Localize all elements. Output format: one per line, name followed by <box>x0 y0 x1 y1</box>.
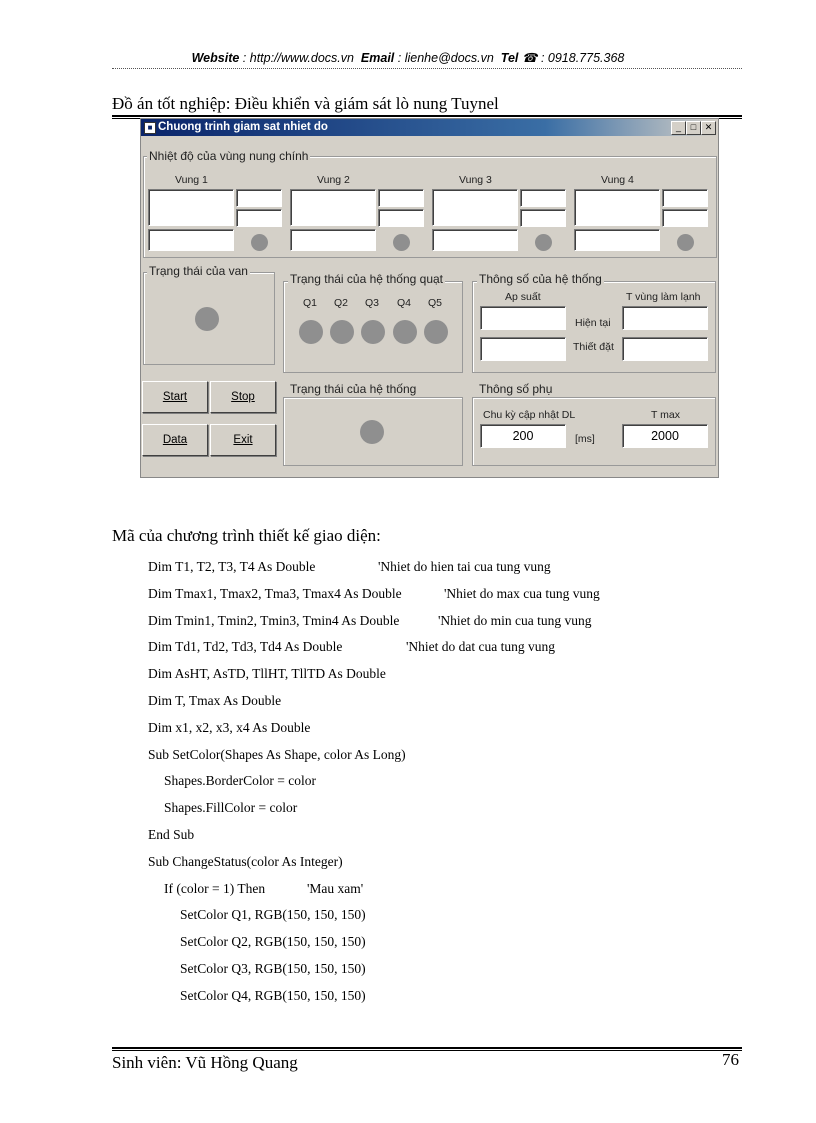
zone-2-current-field[interactable] <box>290 189 376 226</box>
zone-1-current-field[interactable] <box>148 189 234 226</box>
code-text: End Sub <box>148 827 195 842</box>
zone-2-setpoint-field[interactable] <box>290 229 376 251</box>
code-text: Dim x1, x2, x3, x4 As Double <box>148 719 311 735</box>
zone-1-label: Vung 1 <box>175 174 208 186</box>
zone-3-setpoint-field[interactable] <box>432 229 518 251</box>
zone-3-status-led <box>535 234 552 251</box>
cooling-setpoint-field[interactable] <box>622 337 708 361</box>
code-text: SetColor Q2, RGB(150, 150, 150) <box>180 934 366 950</box>
system-status-label: Trạng thái của hệ thống <box>290 382 417 396</box>
fan-q3-led <box>361 320 385 344</box>
zone-4-min-field[interactable] <box>662 209 708 227</box>
email-label: Email <box>360 51 395 65</box>
zone-3-label: Vung 3 <box>459 174 492 186</box>
code-line <box>0 800 816 820</box>
tel-label: Tel <box>500 51 519 65</box>
zone-1-min-field[interactable] <box>236 209 282 227</box>
code-text: SetColor Q1, RGB(150, 150, 150) <box>180 907 366 923</box>
zone-2-status-led <box>393 234 410 251</box>
fan-label-q1: Q1 <box>303 297 318 309</box>
valve-status-led <box>195 307 219 331</box>
doc-title: Đồ án tốt nghiệp: Điều khiển và giám sát lò nung Tuynel <box>112 94 499 113</box>
fan-q4-led <box>393 320 417 344</box>
header-divider <box>112 68 742 69</box>
zone-4-current-field[interactable] <box>574 189 660 226</box>
tel-value: : 0918.775.368 <box>540 51 625 65</box>
code-line <box>0 559 816 579</box>
exit-button[interactable]: Exit <box>210 424 276 456</box>
code-comment: 'Nhiet do max cua tung vung <box>444 585 600 601</box>
code-text: Shapes.BorderColor = color <box>164 773 316 789</box>
zone-1-max-field[interactable] <box>236 189 282 207</box>
code-line <box>0 934 816 954</box>
zone-3-min-field[interactable] <box>520 209 566 227</box>
code-text: Sub ChangeStatus(color As Integer) <box>148 853 343 869</box>
code-text: Dim AsHT, AsTD, TllHT, TllTD As Double <box>148 666 386 682</box>
cycle-label: Chu kỳ cập nhật DL <box>483 409 576 421</box>
zone-2-min-field[interactable] <box>378 209 424 227</box>
code-line <box>0 907 816 927</box>
zone-3-current-field[interactable] <box>432 189 518 226</box>
fan-label-q2: Q2 <box>334 297 349 309</box>
zone-2-max-field[interactable] <box>378 189 424 207</box>
fan-q1-led <box>299 320 323 344</box>
code-heading: Mã của chương trình thiết kế giao diện: <box>112 526 381 545</box>
zone-4-status-led <box>677 234 694 251</box>
close-button[interactable]: ✕ <box>701 121 716 135</box>
window-app-icon: ■ <box>144 122 156 134</box>
params-frame-label: Thông số của hệ thống <box>479 272 602 286</box>
cycle-unit: [ms] <box>575 433 595 445</box>
pressure-current-field[interactable] <box>480 306 566 330</box>
fan-frame-label: Trạng thái của hệ thống quạt <box>290 272 443 286</box>
zone-4-max-field[interactable] <box>662 189 708 207</box>
code-comment: 'Nhiet do hien tai cua tung vung <box>378 559 551 574</box>
code-line <box>0 586 816 606</box>
zone-1-status-led <box>251 234 268 251</box>
start-button[interactable]: Start <box>142 381 208 413</box>
student-name: Sinh viên: Vũ Hồng Quang <box>112 1053 298 1072</box>
code-line <box>0 988 816 1008</box>
code-text: Shapes.FillColor = color <box>164 800 298 816</box>
cooling-zone-label: T vùng làm lạnh <box>626 291 701 303</box>
fan-q5-led <box>424 320 448 344</box>
window-title: Chuong trinh giam sat nhiet do <box>158 121 328 133</box>
website-value: : http://www.docs.vn <box>242 51 354 65</box>
tmax-label: T max <box>651 409 680 421</box>
valve-frame-label: Trạng thái của van <box>149 264 248 278</box>
cycle-field[interactable]: 200 <box>480 424 566 448</box>
code-text: Sub SetColor(Shapes As Shape, color As Long) <box>148 746 406 762</box>
page-header <box>0 50 816 65</box>
zones-frame-label: Nhiệt độ của vùng nung chính <box>149 149 309 163</box>
tmax-field[interactable]: 2000 <box>622 424 708 448</box>
title-divider <box>112 115 742 117</box>
code-line <box>0 854 816 874</box>
page-number: 76 <box>722 1050 739 1069</box>
data-button[interactable]: Data <box>142 424 208 456</box>
fan-q2-led <box>330 320 354 344</box>
code-line <box>0 720 816 740</box>
code-comment: 'Nhiet do dat cua tung vung <box>406 639 556 655</box>
code-text: SetColor Q4, RGB(150, 150, 150) <box>180 987 366 1003</box>
code-comment: 'Nhiet do min cua tung vung <box>438 612 592 628</box>
setpoint-label: Thiết đặt <box>573 341 614 353</box>
code-text: Dim Tmin1, Tmin2, Tmin3, Tmin4 As Double <box>148 612 400 628</box>
code-line <box>0 613 816 633</box>
footer-divider <box>112 1047 742 1049</box>
code-line <box>0 639 816 659</box>
code-line <box>0 693 816 713</box>
email-value: : lienhe@docs.vn <box>397 51 494 65</box>
zone-3-max-field[interactable] <box>520 189 566 207</box>
code-text: Dim Tmax1, Tmax2, Tma3, Tmax4 As Double <box>148 585 402 601</box>
code-line <box>0 881 816 901</box>
minimize-button[interactable]: _ <box>671 121 686 135</box>
footer-divider-thin <box>112 1050 742 1051</box>
fan-label-q5: Q5 <box>428 297 443 309</box>
code-line <box>0 773 816 793</box>
code-line <box>0 666 816 686</box>
code-text: Dim Td1, Td2, Td3, Td4 As Double <box>148 639 343 655</box>
fan-label-q3: Q3 <box>365 297 380 309</box>
code-comment: 'Mau xam' <box>307 880 364 896</box>
cooling-current-field[interactable] <box>622 306 708 330</box>
current-label: Hiện tại <box>575 317 611 329</box>
pressure-label: Ap suất <box>505 291 541 303</box>
code-text: Dim T, Tmax As Double <box>148 693 282 708</box>
fan-label-q4: Q4 <box>397 297 412 309</box>
code-text: Dim T1, T2, T3, T4 As Double <box>148 559 316 574</box>
code-line <box>0 827 816 847</box>
zone-2-label: Vung 2 <box>317 174 350 186</box>
zone-1-setpoint-field[interactable] <box>148 229 234 251</box>
maximize-button[interactable]: □ <box>686 121 701 135</box>
code-line <box>0 961 816 981</box>
app-window <box>140 118 719 478</box>
code-text: If (color = 1) Then <box>164 880 266 896</box>
phone-icon: ☎ <box>521 51 538 65</box>
code-line <box>0 747 816 767</box>
stop-button[interactable]: Stop <box>210 381 276 413</box>
aux-params-label: Thông số phụ <box>479 382 553 396</box>
system-status-led <box>360 420 384 444</box>
pressure-setpoint-field[interactable] <box>480 337 566 361</box>
zone-4-setpoint-field[interactable] <box>574 229 660 251</box>
zone-4-label: Vung 4 <box>601 174 634 186</box>
website-label: Website <box>191 51 240 65</box>
code-text: SetColor Q3, RGB(150, 150, 150) <box>180 961 366 976</box>
